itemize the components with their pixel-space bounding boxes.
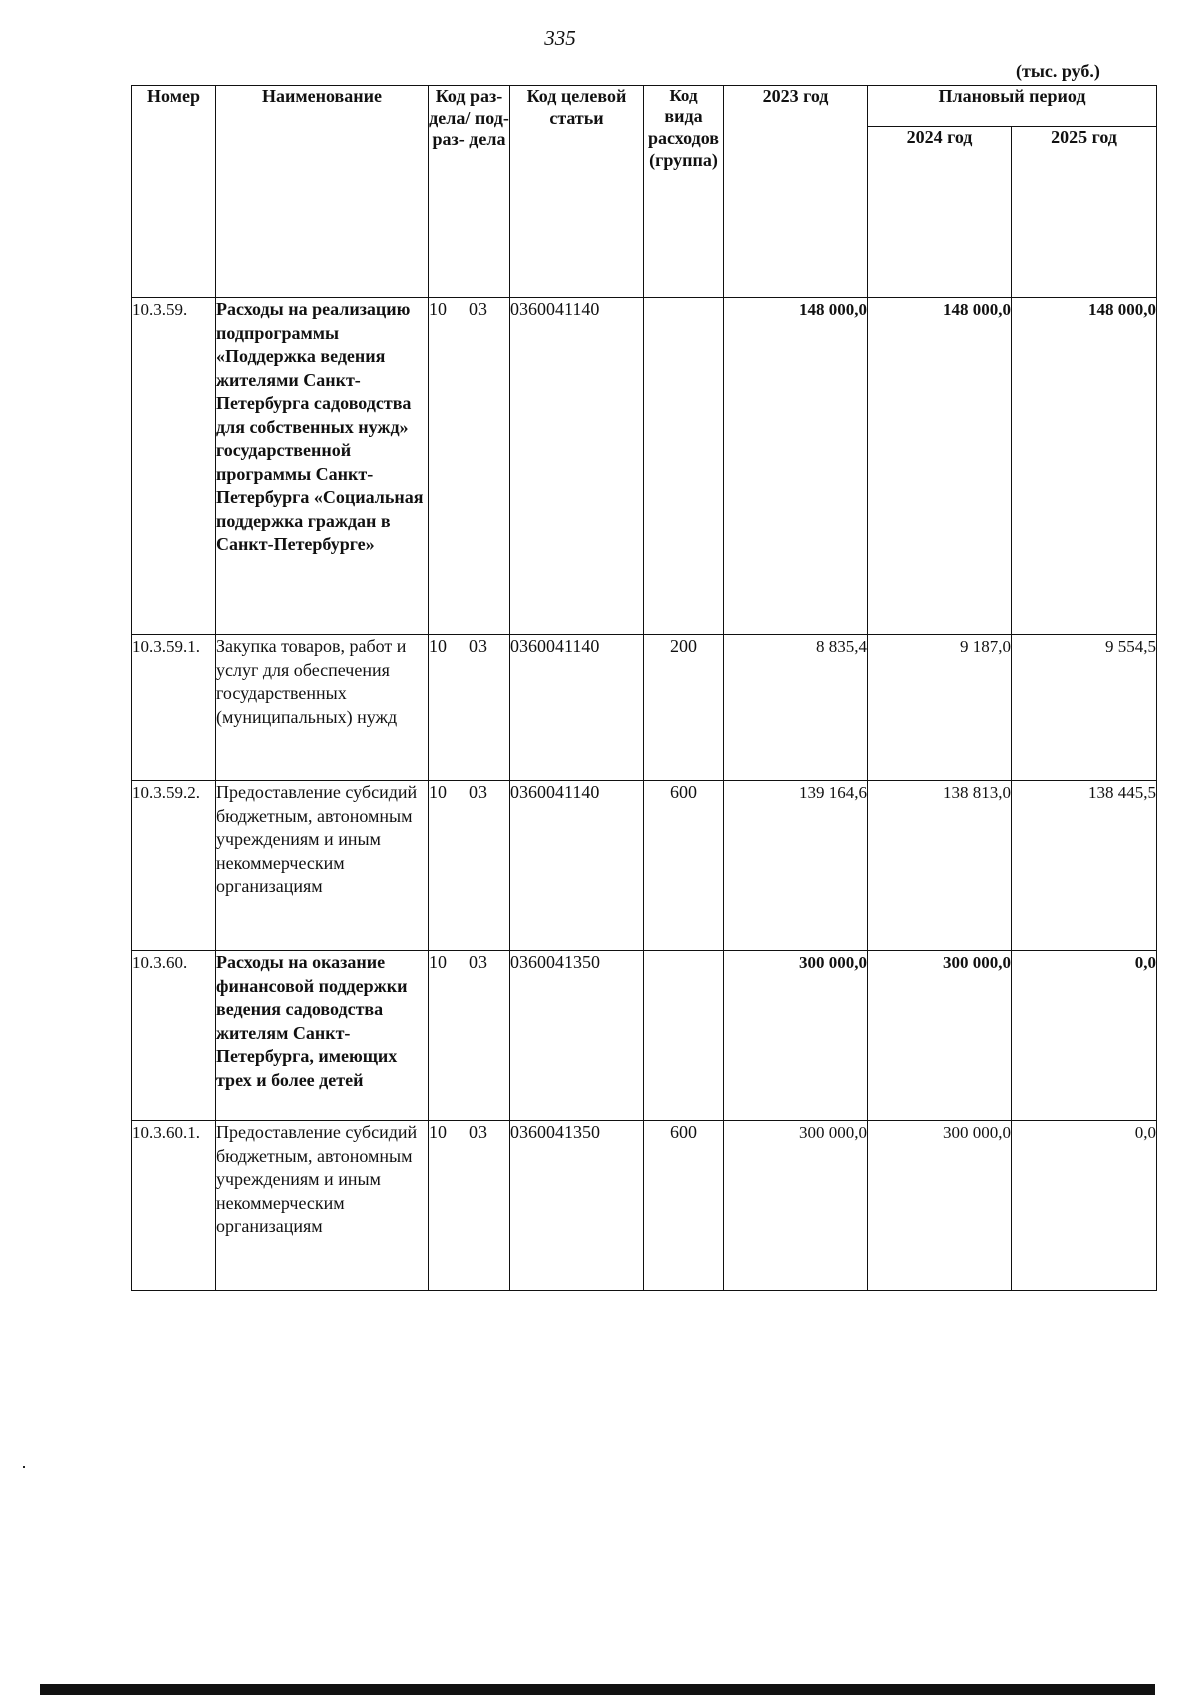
header-target-code: Код целевой статьи <box>510 86 644 298</box>
header-2025: 2025 год <box>1012 127 1157 298</box>
table-row <box>132 781 1157 951</box>
row-2025: 0,0 <box>1012 951 1157 1121</box>
page-number: 335 <box>544 26 576 50</box>
table-row <box>132 951 1157 1121</box>
row-section-code: 10 <box>429 636 447 656</box>
table-row <box>132 635 1157 781</box>
row-subsection-code: 03 <box>469 952 487 972</box>
header-section-code: Код раз- дела/ под- раз- дела <box>429 86 510 298</box>
row-number: 10.3.59.2. <box>132 781 216 951</box>
table-row <box>132 1121 1157 1291</box>
row-2025: 0,0 <box>1012 1121 1157 1291</box>
row-subsection-code: 03 <box>469 299 487 319</box>
header-expense-type-line1: Код <box>669 86 698 105</box>
scan-speck <box>23 1466 25 1468</box>
row-name: Расходы на оказание финансовой поддержки ведения садоводства жителям Санкт-Петербурга, имеющих трех и более детей <box>216 951 429 1121</box>
row-subsection-code: 03 <box>469 782 487 802</box>
row-2023: 139 164,6 <box>724 781 868 951</box>
row-2024: 138 813,0 <box>868 781 1012 951</box>
row-target: 0360041350 <box>510 1121 644 1291</box>
header-2023: 2023 год <box>724 86 868 298</box>
header-expense-type <box>644 86 724 298</box>
row-section <box>429 635 510 781</box>
row-type <box>644 951 724 1121</box>
header-2024: 2024 год <box>868 127 1012 298</box>
row-number: 10.3.60. <box>132 951 216 1121</box>
row-section-code: 10 <box>429 952 447 972</box>
row-2024: 9 187,0 <box>868 635 1012 781</box>
row-section-code: 10 <box>429 299 447 319</box>
row-target: 0360041350 <box>510 951 644 1121</box>
header-planned-period: Плановый период <box>868 86 1157 127</box>
row-section <box>429 951 510 1121</box>
row-2023: 300 000,0 <box>724 951 868 1121</box>
row-2023: 300 000,0 <box>724 1121 868 1291</box>
row-section-code: 10 <box>429 1122 447 1142</box>
row-name: Закупка товаров, работ и услуг для обеспечения государственных (муниципальных) нужд <box>216 635 429 781</box>
row-section <box>429 1121 510 1291</box>
row-2025: 148 000,0 <box>1012 298 1157 635</box>
row-2024: 300 000,0 <box>868 1121 1012 1291</box>
budget-table <box>131 85 1157 1291</box>
table-body <box>132 298 1157 1291</box>
table-header <box>132 86 1157 298</box>
row-type: 600 <box>644 781 724 951</box>
row-2024: 148 000,0 <box>868 298 1012 635</box>
row-2025: 9 554,5 <box>1012 635 1157 781</box>
row-number: 10.3.59. <box>132 298 216 635</box>
header-name: Наименование <box>216 86 429 298</box>
units-label: (тыс. руб.) <box>1016 61 1100 81</box>
row-number: 10.3.59.1. <box>132 635 216 781</box>
row-2025: 138 445,5 <box>1012 781 1157 951</box>
row-type: 200 <box>644 635 724 781</box>
row-2024: 300 000,0 <box>868 951 1012 1121</box>
row-target: 0360041140 <box>510 635 644 781</box>
header-expense-type-rest: вида расходов (группа) <box>648 106 719 170</box>
row-target: 0360041140 <box>510 781 644 951</box>
row-number: 10.3.60.1. <box>132 1121 216 1291</box>
row-subsection-code: 03 <box>469 1122 487 1142</box>
footer-rule <box>40 1684 1155 1695</box>
row-name: Предоставление субсидий бюджетным, автономным учреждениям и иным некоммерческим организациям <box>216 1121 429 1291</box>
row-target: 0360041140 <box>510 298 644 635</box>
row-2023: 148 000,0 <box>724 298 868 635</box>
row-2023: 8 835,4 <box>724 635 868 781</box>
row-type: 600 <box>644 1121 724 1291</box>
row-name: Предоставление субсидий бюджетным, автономным учреждениям и иным некоммерческим организациям <box>216 781 429 951</box>
row-section <box>429 781 510 951</box>
row-section-code: 10 <box>429 782 447 802</box>
row-name: Расходы на реализацию подпрограммы «Поддержка ведения жителями Санкт-Петербурга садоводства для собственных нужд» государственной программы Санкт-Петербурга «Социальная поддержка граждан в Санкт-Петербурге» <box>216 298 429 635</box>
row-section <box>429 298 510 635</box>
table-row <box>132 298 1157 635</box>
header-number: Номер <box>132 86 216 298</box>
row-type <box>644 298 724 635</box>
row-subsection-code: 03 <box>469 636 487 656</box>
